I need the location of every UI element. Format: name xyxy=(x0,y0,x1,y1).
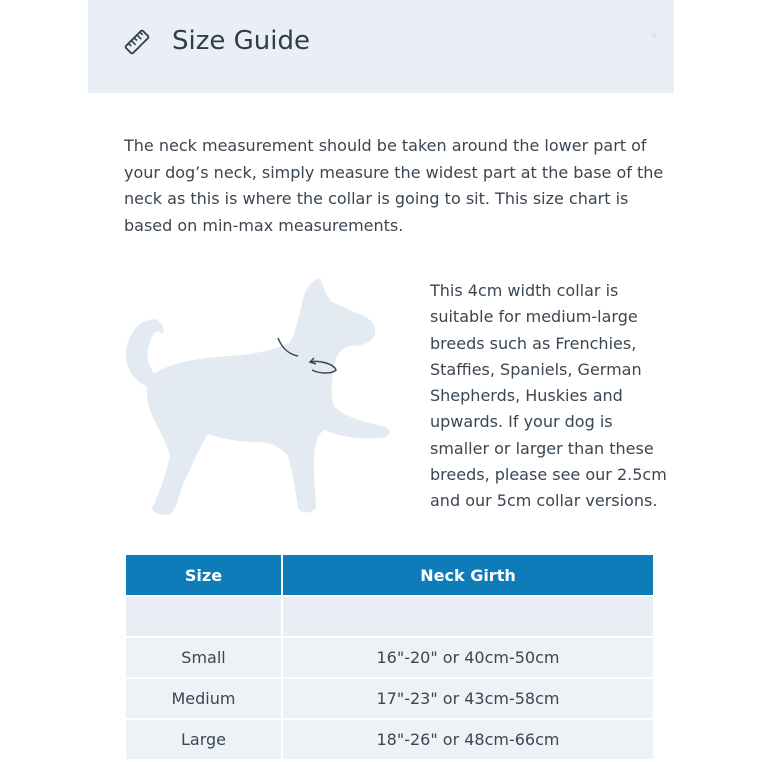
table-row xyxy=(126,718,653,759)
table-header-row xyxy=(126,555,653,595)
table-row xyxy=(126,595,653,636)
size-cell: Medium xyxy=(126,677,281,718)
collar-description: This 4cm width collar is suitable for medium-large breeds such as Frenchies, Staffies, Spaniels, German Shepherds, Huskies and upwards. If your dog is smaller or larger than these breeds, please see our 2.5cm and our 5cm collar versions. xyxy=(430,281,667,511)
size-guide-header xyxy=(88,0,674,93)
dog-silhouette-icon xyxy=(120,270,400,520)
page-title: Size Guide xyxy=(172,26,310,56)
girth-cell xyxy=(283,595,653,636)
girth-cell: 18"-26" or 48cm-66cm xyxy=(283,718,653,759)
size-cell: Large xyxy=(126,718,281,759)
size-cell xyxy=(126,595,281,636)
table-row xyxy=(126,677,653,718)
intro-text: The neck measurement should be taken around the lower part of your dog’s neck, simply measure the widest part at the base of the neck as this is where the collar is going to sit. This size chart is based on min-max measurements. xyxy=(124,136,664,235)
girth-cell: 17"-23" or 43cm-58cm xyxy=(283,677,653,718)
header-size: Size xyxy=(126,555,281,595)
header-neck-girth: Neck Girth xyxy=(283,555,653,595)
table-row xyxy=(126,636,653,677)
close-icon[interactable]: ✕ xyxy=(649,31,659,42)
size-cell: Small xyxy=(126,636,281,677)
girth-cell: 16"-20" or 40cm-50cm xyxy=(283,636,653,677)
ruler-icon xyxy=(122,27,152,57)
size-table xyxy=(124,555,655,759)
